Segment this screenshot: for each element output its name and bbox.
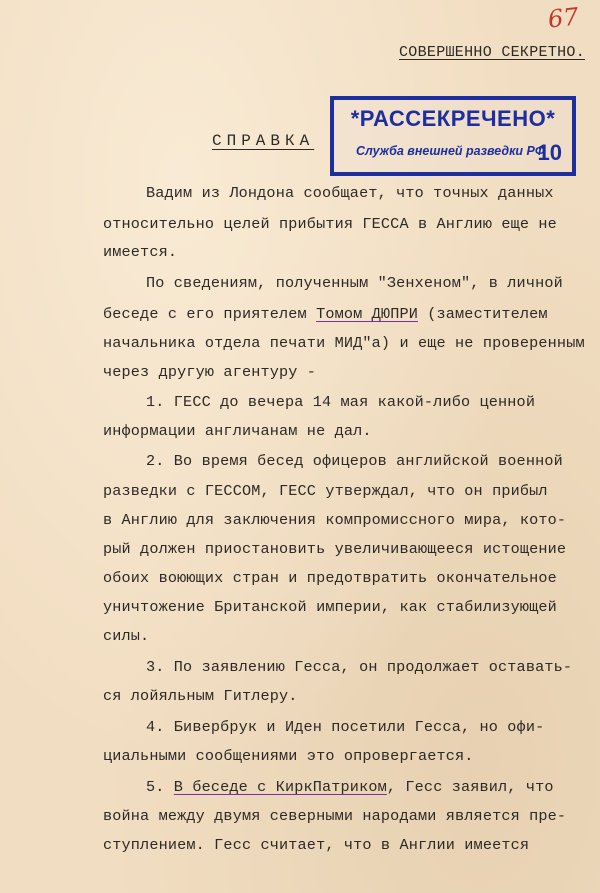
- text-line: относительно целей прибытия ГЕССА в Англию еще не: [103, 215, 557, 233]
- underlined-name: Томом ДЮПРИ: [316, 305, 418, 323]
- text-line: [146, 778, 554, 796]
- text-fragment: 5.: [146, 778, 174, 796]
- text-line: циальными сообщениями это опровергается.: [103, 747, 474, 765]
- text-line: 3. По заявлению Гесса, он продолжает оставать-: [146, 658, 573, 676]
- text-fragment: (заместителем: [417, 305, 548, 323]
- page-number: 67: [546, 2, 580, 34]
- text-line: ся лойяльным Гитлеру.: [103, 687, 298, 705]
- text-line: 1. ГЕСС до вечера 14 мая какой-либо ценной: [146, 393, 536, 411]
- underlined-phrase: В беседе с КиркПатриком: [173, 778, 387, 796]
- text-line: информации англичанам не дал.: [103, 422, 372, 440]
- stamp-agency: Служба внешней разведки РФ: [356, 144, 545, 158]
- text-line: ступлением. Гесс считает, что в Англии имеется: [103, 836, 530, 854]
- document-heading: СПРАВКА: [212, 132, 315, 150]
- declassified-stamp: [330, 96, 576, 176]
- stamp-title: *РАССЕКРЕЧЕНО*: [350, 106, 556, 131]
- text-line: через другую агентуру -: [103, 363, 317, 381]
- text-line: силы.: [103, 627, 150, 645]
- text-line: [103, 305, 548, 323]
- text-line: По сведениям, полученным "Зенхеном", в личной: [146, 274, 563, 292]
- text-line: начальника отдела печати МИД"а) и еще не проверенным: [103, 334, 585, 352]
- text-line: рый должен приостановить увеличивающееся истощение: [103, 540, 567, 558]
- text-line: в Англию для заключения компромиссного мира, кото-: [103, 511, 567, 529]
- text-line: имеется.: [103, 243, 178, 261]
- classification-label: СОВЕРШЕННО СЕКРЕТНО.: [399, 44, 586, 61]
- text-line: 2. Во время бесед офицеров английской военной: [146, 452, 563, 470]
- text-line: обоих воюющих стран и предотвратить окончательное: [103, 569, 557, 587]
- text-line: 4. Бивербрук и Иден посетили Гесса, но офи-: [146, 718, 545, 736]
- text-line: Вадим из Лондона сообщает, что точных данных: [146, 184, 554, 202]
- stamp-number: 10: [537, 140, 562, 165]
- text-line: война между двумя северными народами является пре-: [103, 807, 567, 825]
- text-fragment: беседе с его приятелем: [103, 305, 317, 323]
- text-line: уничтожение Британской империи, как стабилизующей: [103, 598, 557, 616]
- text-fragment: , Гесс заявил, что: [386, 778, 554, 796]
- text-line: разведки с ГЕССОМ, ГЕСС утверждал, что он прибыл: [103, 482, 548, 500]
